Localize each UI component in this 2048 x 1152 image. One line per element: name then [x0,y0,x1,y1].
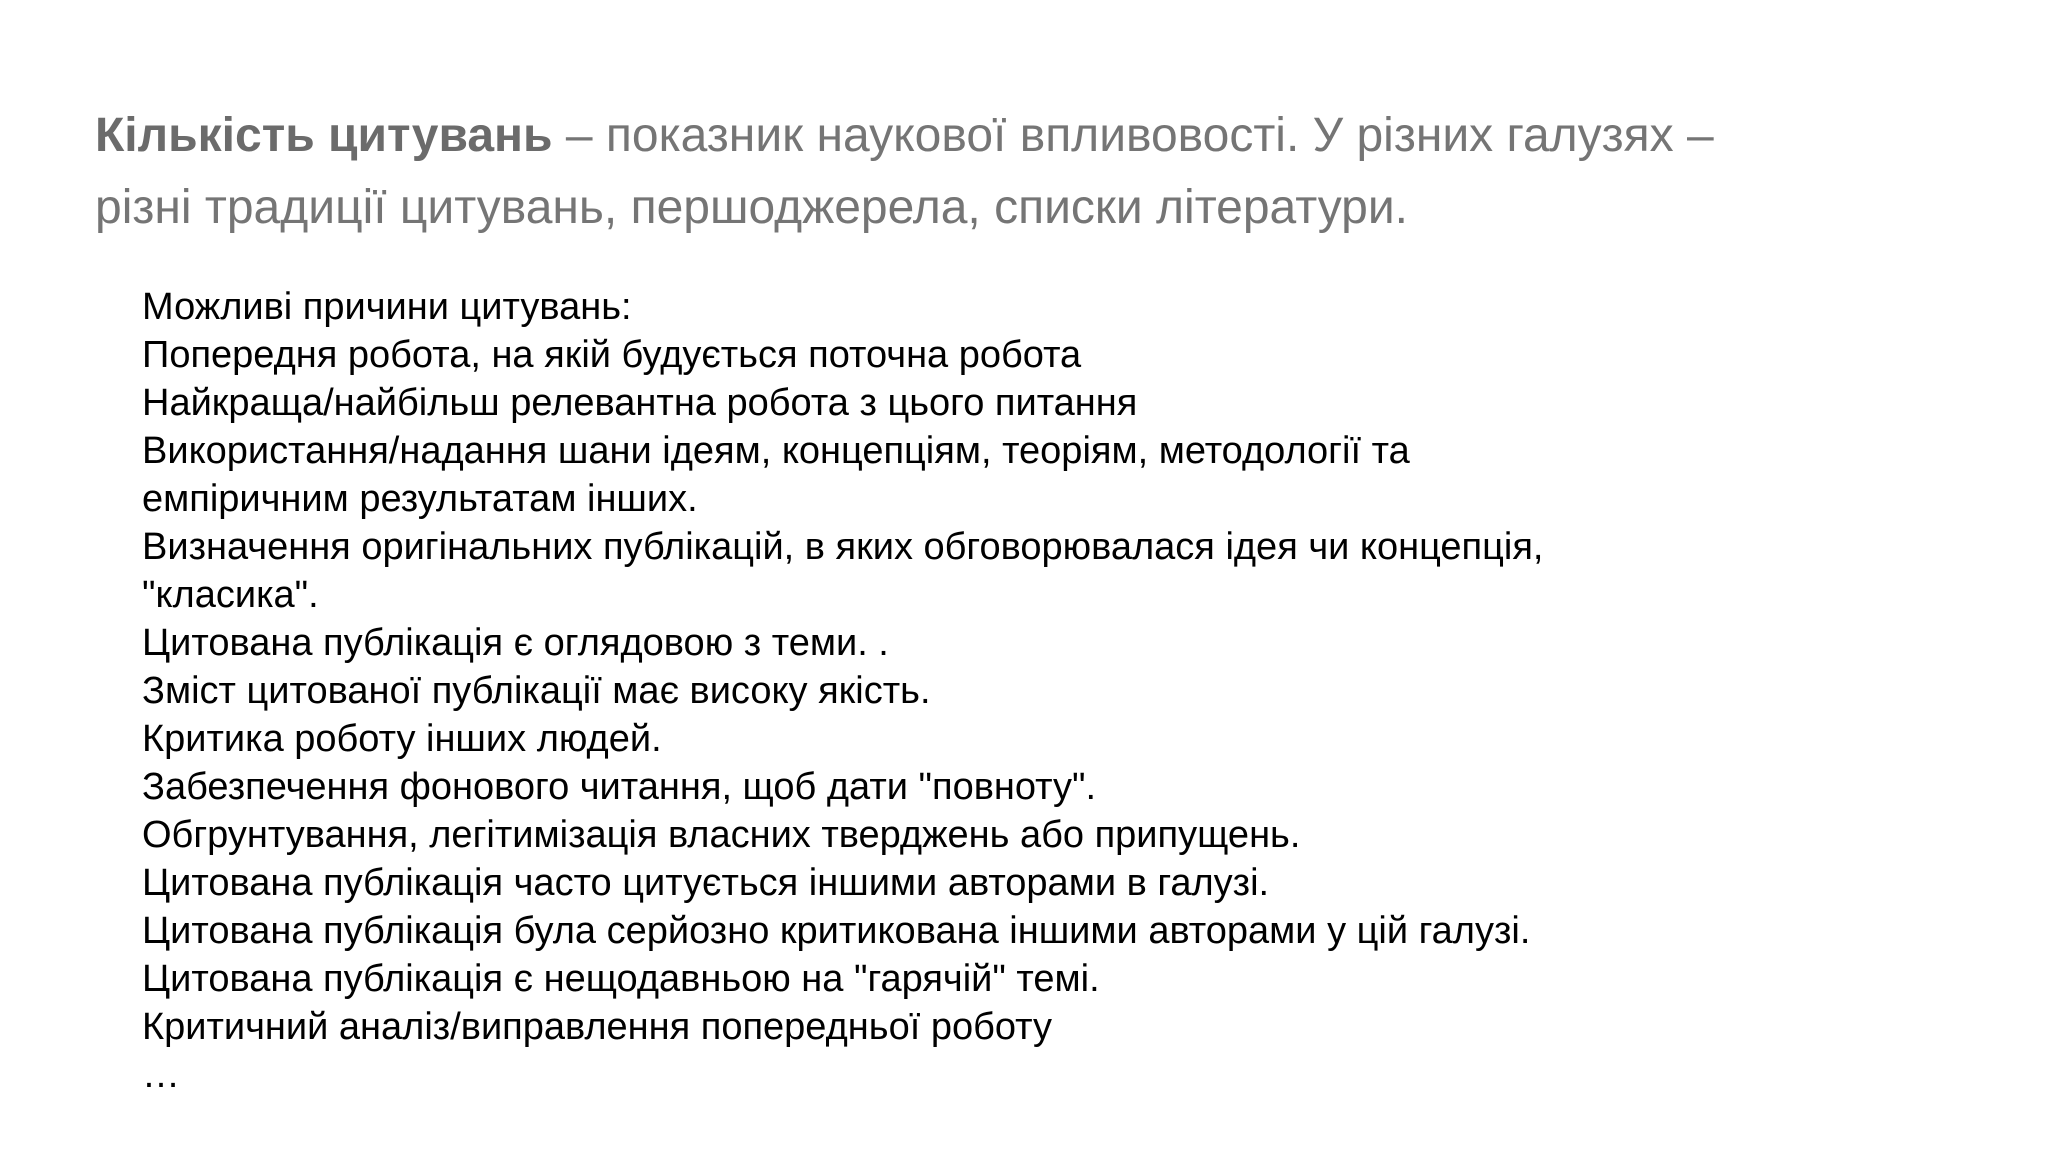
body-line: Забезпечення фонового читання, щоб дати "повноту". [142,766,1097,808]
body-line: Попередня робота, на якій будується поточна робота [142,334,1082,376]
ellipsis: … [142,1054,180,1096]
body-line: Критика роботу інших людей. [142,718,662,760]
slide-heading [95,100,1955,244]
body-line: Обгрунтування, легітимізація власних тверджень або припущень. [142,814,1301,856]
body-line: "класика". [142,574,319,616]
citation-reasons-text [142,283,1942,1099]
body-line: Цитована публікація часто цитується іншими авторами в галузі. [142,862,1270,904]
body-line: Цитована публікація є оглядовою з теми. . [142,622,889,664]
body-line: Визначення оригінальних публікацій, в яких обговорювалася ідея чи концепція, [142,526,1544,568]
body-line: Цитована публікація є нещодавньою на "гарячій" темі. [142,958,1100,1000]
body-line: емпіричним результатам інших. [142,478,698,520]
body-line: Можливі причини цитувань: [142,286,632,328]
body-line: Цитована публікація була серйозно критикована іншими авторами у цій галузі. [142,910,1531,952]
body-line: Зміст цитованої публікації має високу якість. [142,670,931,712]
body-line: Використання/надання шани ідеям, концепціям, теоріям, методології та [142,430,1410,472]
body-line: Найкраща/найбільш релевантна робота з цього питання [142,382,1138,424]
body-line: Критичний аналіз/виправлення попередньої роботу [142,1006,1052,1048]
heading-line2: різні традиції цитувань, першоджерела, списки літератури. [95,181,1409,234]
heading-term: Кількість цитувань [95,109,553,162]
heading-line1-rest: – показник наукової впливовості. У різних галузях – [552,109,1714,162]
